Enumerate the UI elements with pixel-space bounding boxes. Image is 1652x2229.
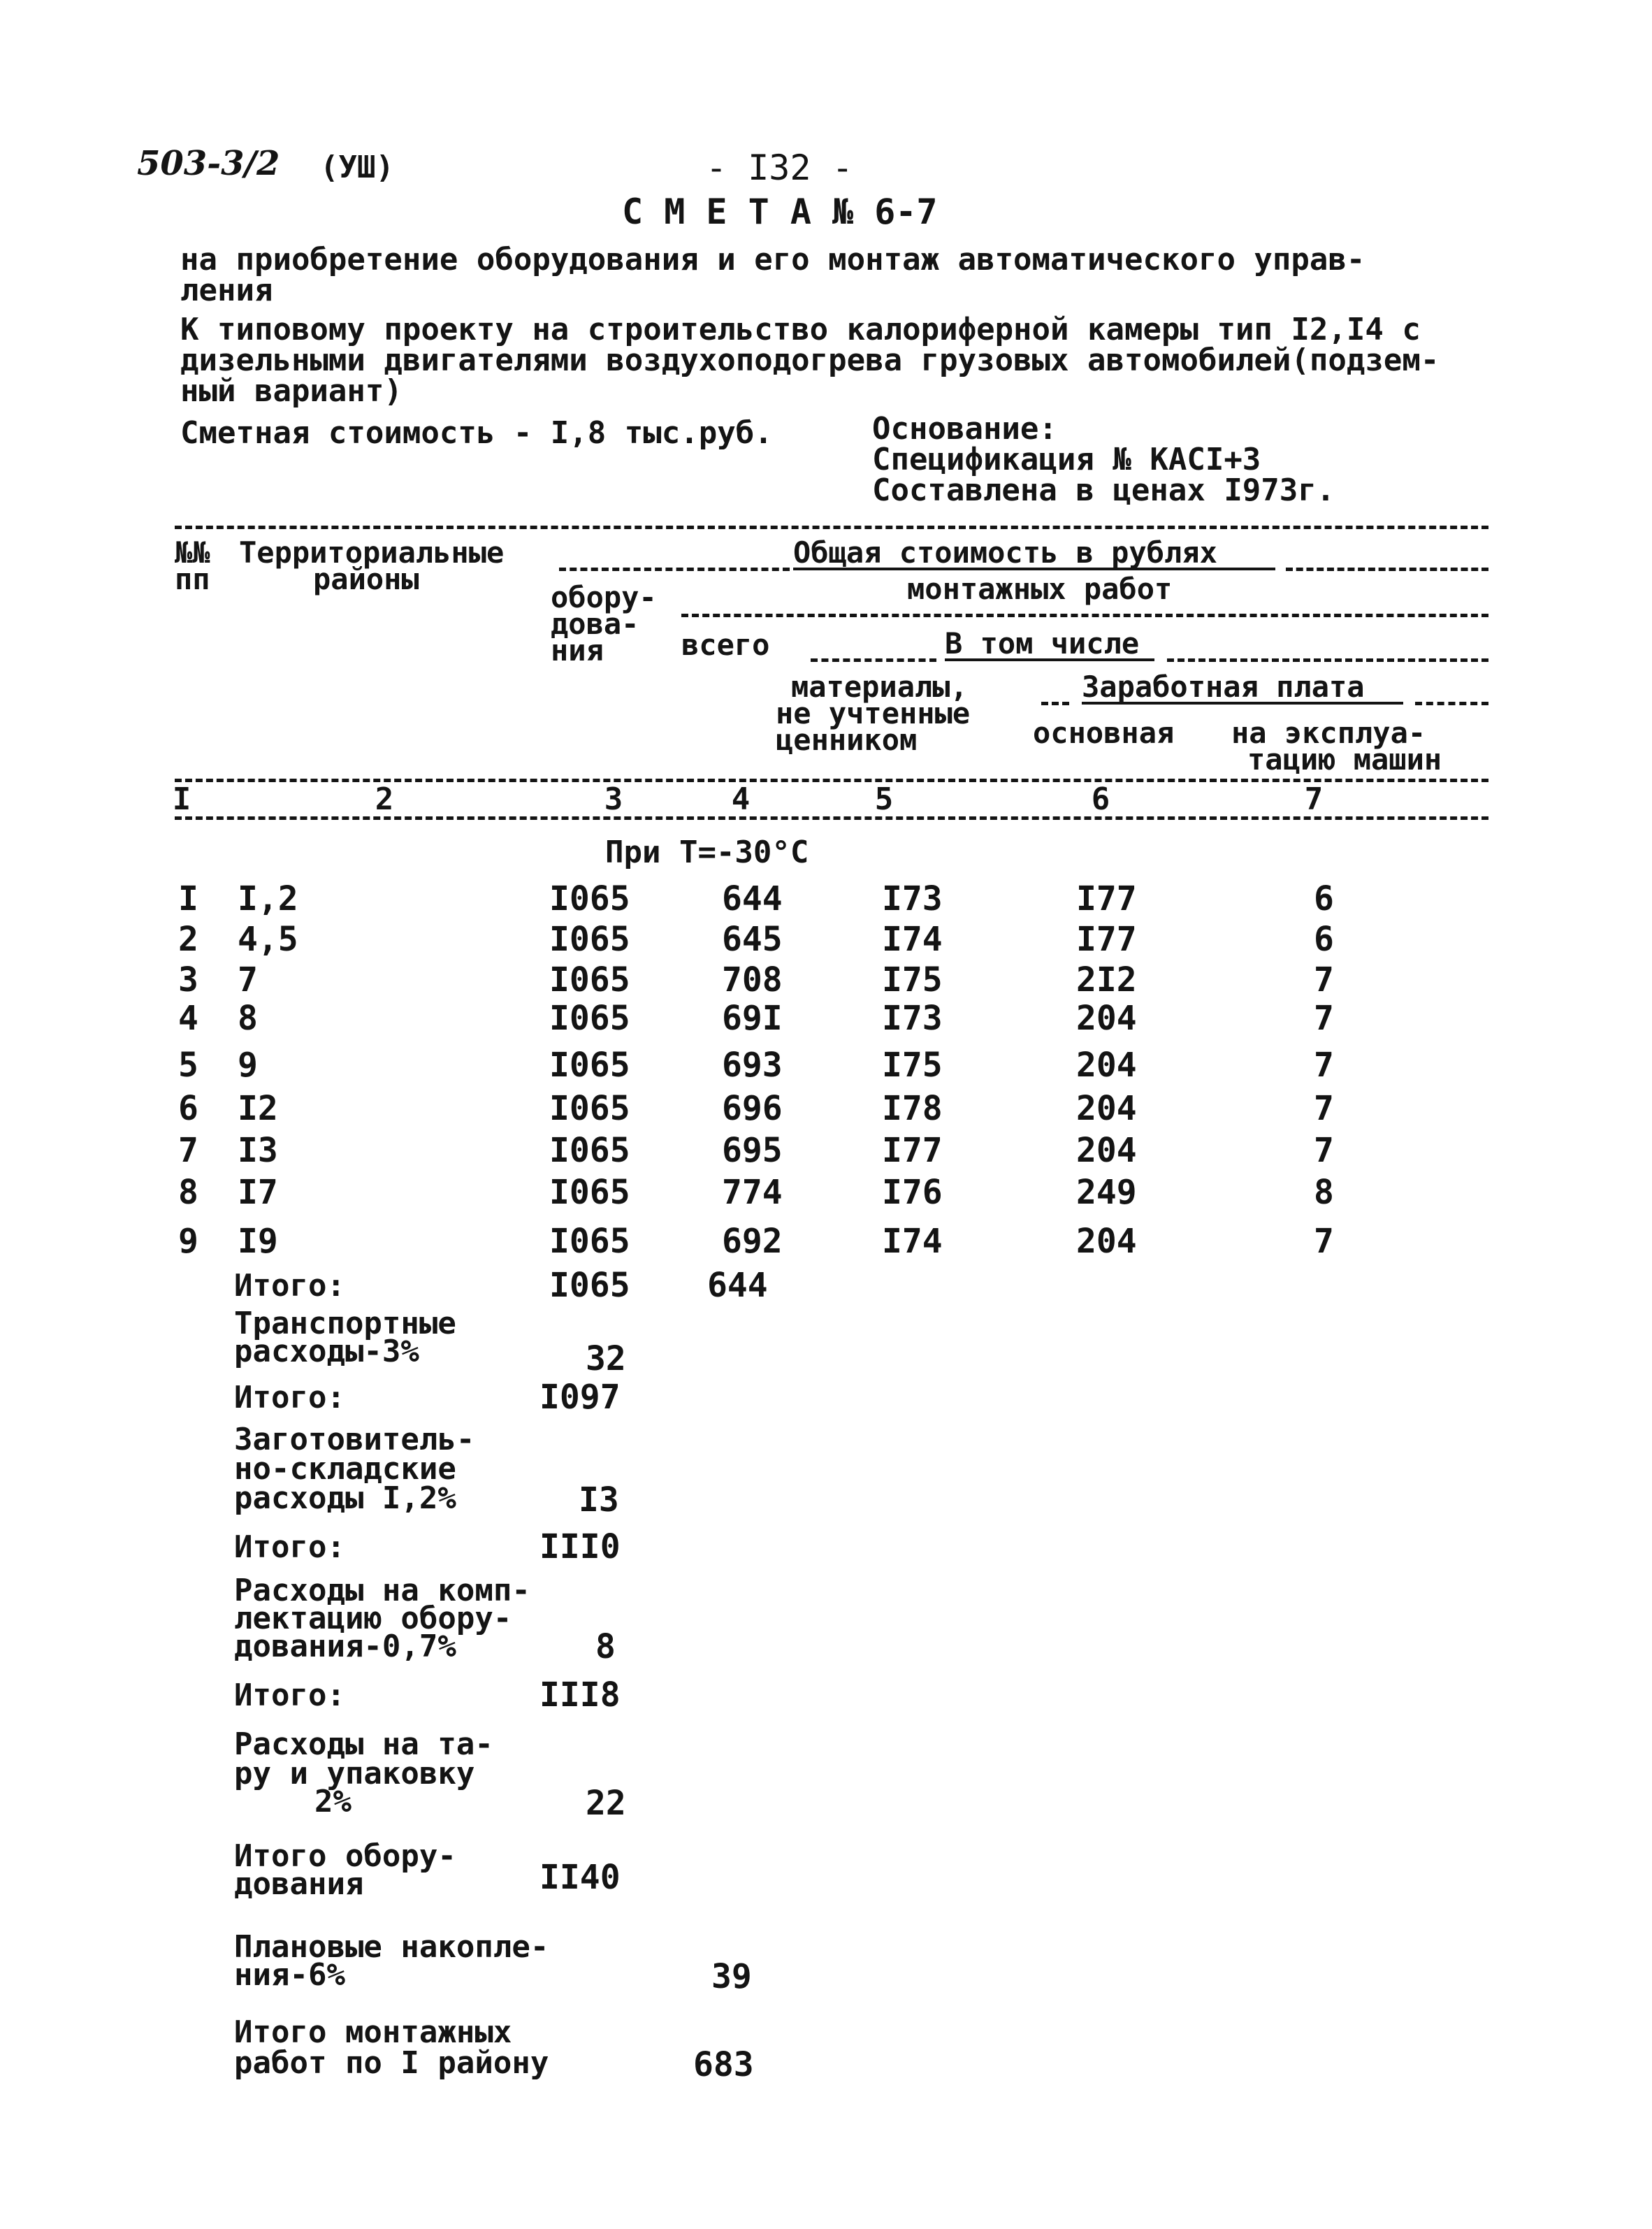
planned-savings-label-1: Плановые накопле- [234, 1929, 549, 1965]
packaging-label-2: ру и упаковку [234, 1756, 475, 1791]
document-code: 503-3/2 [137, 144, 280, 183]
completion-equipment: 8 [595, 1627, 616, 1666]
row-region: 4,5 [238, 920, 298, 959]
row-region: 8 [238, 999, 258, 1038]
row-equipment: I065 [549, 1173, 630, 1212]
col-index-6: 6 [1091, 781, 1110, 817]
row-materials: I76 [882, 1173, 943, 1212]
install-works-header: монтажных работ [907, 572, 1173, 606]
wages-underline [1082, 702, 1403, 705]
transport-label-1: Транспортные [234, 1306, 456, 1341]
equipment-header-3: ния [551, 633, 604, 668]
subtotal-label: Итого: [234, 1268, 345, 1304]
row-total: 645 [722, 920, 783, 959]
including-header: В том числе [945, 626, 1140, 661]
equipment-header: обору- [551, 580, 657, 614]
procurement-label-2: но-складские [234, 1451, 456, 1487]
completion-label-3: дования-0,7% [234, 1629, 456, 1664]
row-wages-machines: 7 [1314, 960, 1334, 1000]
row-total: 69I [722, 999, 783, 1038]
row-wages-machines: 8 [1314, 1173, 1334, 1212]
subtotal-3-label: Итого: [234, 1529, 345, 1565]
basis-prices: Составлена в ценах I973г. [872, 473, 1335, 508]
header-bottom-rule [175, 779, 1488, 782]
subtotal-total: 644 [707, 1266, 768, 1305]
total-cost-header: Общая стоимость в рублях [793, 535, 1217, 570]
total-cost-rule-right [1286, 568, 1488, 571]
row-total: 696 [722, 1089, 783, 1128]
row-region: I9 [238, 1222, 278, 1261]
materials-header-3: ценником [776, 723, 918, 757]
col-region-header-2: районы [313, 562, 419, 596]
wages-basic-header: основная [1033, 716, 1175, 750]
including-rule-right [1167, 658, 1488, 662]
row-equipment: I065 [549, 960, 630, 1000]
subtotal-3-equipment: III0 [539, 1527, 621, 1566]
document-title: С М Е Т А № 6-7 [622, 192, 938, 232]
basis-specification: Спецификация № КАСI+3 [872, 442, 1261, 477]
planned-savings-label-2: ния-6% [234, 1957, 345, 1993]
row-total: 708 [722, 960, 783, 1000]
col-index-5: 5 [874, 781, 894, 817]
row-region: 7 [238, 960, 258, 1000]
col-number-header: №№ [175, 535, 210, 570]
row-wages-basic: 204 [1076, 1131, 1137, 1170]
row-materials: I73 [882, 999, 943, 1038]
row-number: 6 [178, 1089, 198, 1128]
install-total-label-2: работ по I району [234, 2045, 549, 2081]
subtotal-2-label: Итого: [234, 1380, 345, 1415]
row-materials: I75 [882, 1046, 943, 1085]
intro-line-4: дизельными двигателями воздухоподогрева грузовых автомобилей(подзем- [180, 342, 1440, 378]
row-number: 2 [178, 920, 198, 959]
equipment-total-value: II40 [539, 1858, 621, 1897]
transport-equipment: 32 [586, 1339, 626, 1378]
row-number: 7 [178, 1131, 198, 1170]
col-index-1: I [172, 781, 191, 817]
total-cost-underline [793, 568, 1275, 570]
intro-line-1: на приобретение оборудования и его монтаж автоматического управ- [180, 242, 1365, 277]
materials-header-2: не учтенные [776, 696, 971, 730]
row-equipment: I065 [549, 1046, 630, 1085]
wages-rule-right [1415, 702, 1488, 705]
install-total-value: 683 [693, 2045, 754, 2084]
subtotal-4-equipment: III8 [539, 1675, 621, 1715]
row-equipment: I065 [549, 920, 630, 959]
row-materials: I73 [882, 879, 943, 918]
intro-line-3: К типовому проекту на строительство калориферной камеры тип I2,I4 с [180, 312, 1421, 347]
row-wages-basic: 204 [1076, 1222, 1137, 1261]
subtotal-2-equipment: I097 [539, 1378, 621, 1417]
transport-label-2: расходы-3% [234, 1334, 419, 1369]
subtotal-equipment: I065 [549, 1266, 630, 1305]
packaging-label-3: 2% [314, 1784, 352, 1819]
row-region: 9 [238, 1046, 258, 1085]
subtotal-4-label: Итого: [234, 1678, 345, 1713]
row-region: I2 [238, 1089, 278, 1128]
procurement-equipment: I3 [579, 1480, 619, 1520]
col-region-header: Территориальные [239, 535, 505, 570]
row-wages-basic: 204 [1076, 999, 1137, 1038]
row-number: I [178, 879, 198, 918]
equipment-total-label-2: дования [234, 1866, 364, 1902]
col-index-4: 4 [731, 781, 751, 817]
col-index-3: 3 [604, 781, 623, 817]
row-wages-machines: 7 [1314, 1089, 1334, 1128]
packaging-equipment: 22 [586, 1784, 626, 1823]
including-underline [945, 658, 1154, 661]
materials-header: материалы, [791, 670, 968, 704]
intro-line-5: ный вариант) [180, 373, 403, 409]
row-wages-machines: 6 [1314, 920, 1334, 959]
col-index-7: 7 [1304, 781, 1324, 817]
row-wages-machines: 7 [1314, 1222, 1334, 1261]
row-equipment: I065 [549, 999, 630, 1038]
row-total: 644 [722, 879, 783, 918]
intro-line-2: ления [180, 273, 273, 308]
row-equipment: I065 [549, 879, 630, 918]
row-equipment: I065 [549, 1222, 630, 1261]
row-number: 4 [178, 999, 198, 1038]
row-wages-basic: I77 [1076, 879, 1137, 918]
row-region: I7 [238, 1173, 278, 1212]
estimated-cost: Сметная стоимость - I,8 тыс.руб. [180, 415, 773, 451]
row-wages-basic: 204 [1076, 1046, 1137, 1085]
row-total: 693 [722, 1046, 783, 1085]
header-top-rule [175, 526, 1488, 529]
row-equipment: I065 [549, 1131, 630, 1170]
row-wages-basic: I77 [1076, 920, 1137, 959]
row-materials: I78 [882, 1089, 943, 1128]
procurement-label-1: Заготовитель- [234, 1422, 475, 1457]
document-volume: (УШ) [320, 150, 394, 185]
wages-header: Заработная плата [1082, 670, 1365, 704]
page-number: - I32 - [706, 147, 853, 188]
procurement-label-3: расходы I,2% [234, 1480, 456, 1516]
row-wages-basic: 249 [1076, 1173, 1137, 1212]
install-works-rule [681, 614, 1488, 617]
col-number-header-2: пп [175, 562, 210, 596]
wages-rule-left [1041, 702, 1069, 705]
row-wages-basic: 2I2 [1076, 960, 1137, 1000]
total-all-header: всего [681, 628, 770, 662]
equipment-total-label-1: Итого обору- [234, 1838, 456, 1874]
row-region: I3 [238, 1131, 278, 1170]
planned-savings-total: 39 [711, 1957, 752, 1996]
row-equipment: I065 [549, 1089, 630, 1128]
row-number: 9 [178, 1222, 198, 1261]
row-wages-machines: 6 [1314, 879, 1334, 918]
row-region: I,2 [238, 879, 298, 918]
row-materials: I75 [882, 960, 943, 1000]
wages-machines-header-2: тацию машин [1247, 742, 1442, 777]
packaging-label-1: Расходы на та- [234, 1726, 493, 1762]
row-total: 695 [722, 1131, 783, 1170]
row-total: 692 [722, 1222, 783, 1261]
row-materials: I74 [882, 920, 943, 959]
row-number: 8 [178, 1173, 198, 1212]
index-bottom-rule [175, 816, 1488, 820]
row-number: 5 [178, 1046, 198, 1085]
row-wages-machines: 7 [1314, 999, 1334, 1038]
temperature-condition: При Т=-30°С [605, 835, 809, 870]
row-wages-machines: 7 [1314, 1131, 1334, 1170]
completion-label-2: лектацию обору- [234, 1601, 512, 1636]
row-materials: I74 [882, 1222, 943, 1261]
including-rule-left [811, 658, 936, 662]
install-total-label-1: Итого монтажных [234, 2014, 512, 2050]
basis-label: Основание: [872, 411, 1057, 447]
row-number: 3 [178, 960, 198, 1000]
col-index-2: 2 [375, 781, 394, 817]
wages-machines-header: на эксплуа- [1231, 716, 1426, 750]
equipment-header-2: дова- [551, 607, 639, 641]
row-total: 774 [722, 1173, 783, 1212]
completion-label-1: Расходы на комп- [234, 1573, 530, 1608]
row-materials: I77 [882, 1131, 943, 1170]
row-wages-basic: 204 [1076, 1089, 1137, 1128]
row-wages-machines: 7 [1314, 1046, 1334, 1085]
total-cost-rule-left [559, 568, 790, 571]
